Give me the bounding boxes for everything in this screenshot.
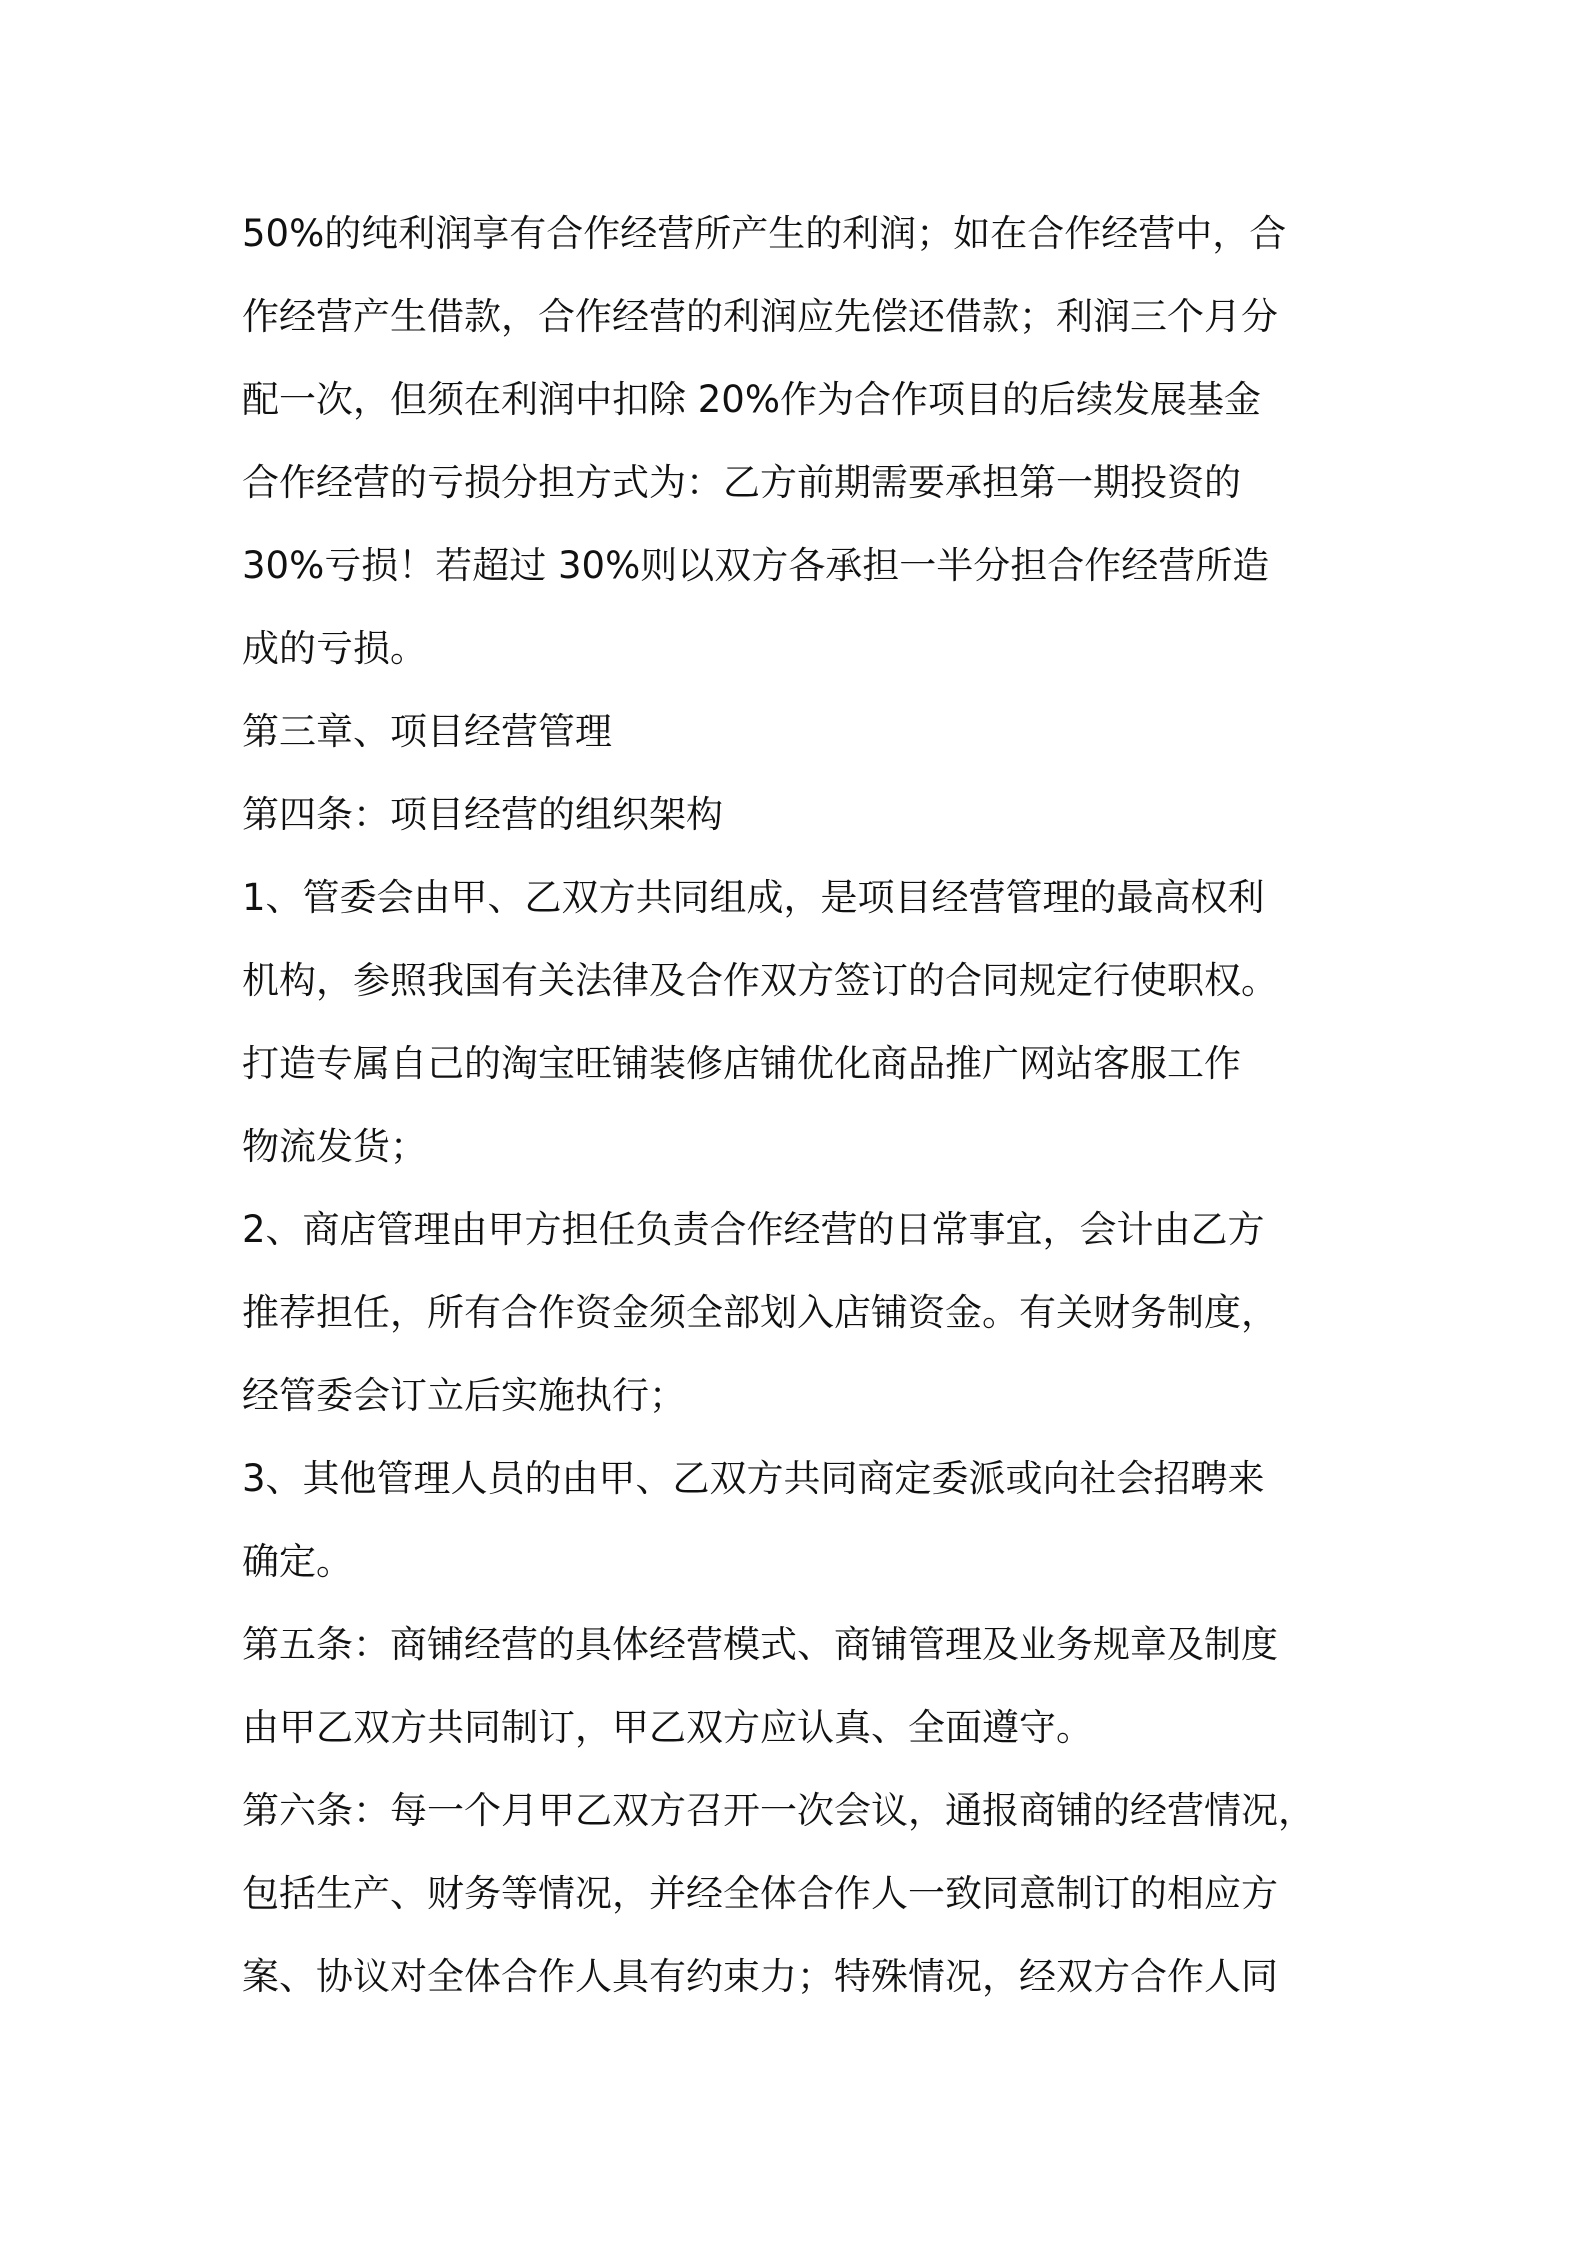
paragraph-line: 物流发货； (242, 1125, 427, 1168)
paragraph-line: 30%亏损！若超过 30%则以双方各承担一半分担合作经营所造 (242, 544, 1270, 587)
paragraph-line: 机构，参照我国有关法律及合作双方签订的合同规定行使职权。 (242, 959, 1278, 1002)
paragraph-line: 打造专属自己的淘宝旺铺装修店铺优化商品推广网站客服工作 (242, 1042, 1241, 1085)
paragraph-line: 由甲乙双方共同制订，甲乙双方应认真、全面遵守。 (242, 1706, 1093, 1749)
paragraph-line: 经管委会订立后实施执行； (242, 1374, 686, 1417)
paragraph-line: 配一次，但须在利润中扣除 20%作为合作项目的后续发展基金 (242, 378, 1261, 421)
paragraph-line: 2、商店管理由甲方担任负责合作经营的日常事宜，会计由乙方 (242, 1208, 1265, 1251)
paragraph-line: 合作经营的亏损分担方式为：乙方前期需要承担第一期投资的 (242, 461, 1241, 504)
paragraph-line: 确定。 (242, 1540, 353, 1583)
paragraph-line: 成的亏损。 (242, 627, 427, 670)
chapter-heading: 第三章、项目经营管理 (242, 710, 612, 753)
article-heading: 第四条：项目经营的组织架构 (242, 793, 723, 836)
article-line: 第五条：商铺经营的具体经营模式、商铺管理及业务规章及制度 (242, 1623, 1278, 1666)
paragraph-line: 50%的纯利润享有合作经营所产生的利润；如在合作经营中，合 (242, 212, 1287, 255)
paragraph-line: 包括生产、财务等情况，并经全体合作人一致同意制订的相应方 (242, 1872, 1278, 1915)
article-line: 第六条：每一个月甲乙双方召开一次会议，通报商铺的经营情况， (242, 1789, 1315, 1832)
paragraph-line: 作经营产生借款，合作经营的利润应先偿还借款；利润三个月分 (242, 295, 1278, 338)
paragraph-line: 推荐担任，所有合作资金须全部划入店铺资金。有关财务制度， (242, 1291, 1278, 1334)
paragraph-line: 3、其他管理人员的由甲、乙双方共同商定委派或向社会招聘来 (242, 1457, 1265, 1500)
paragraph-line: 1、管委会由甲、乙双方共同组成，是项目经营管理的最高权利 (242, 876, 1265, 919)
paragraph-line: 案、协议对全体合作人具有约束力；特殊情况，经双方合作人同 (242, 1955, 1278, 1998)
document-body (242, 192, 1354, 2018)
